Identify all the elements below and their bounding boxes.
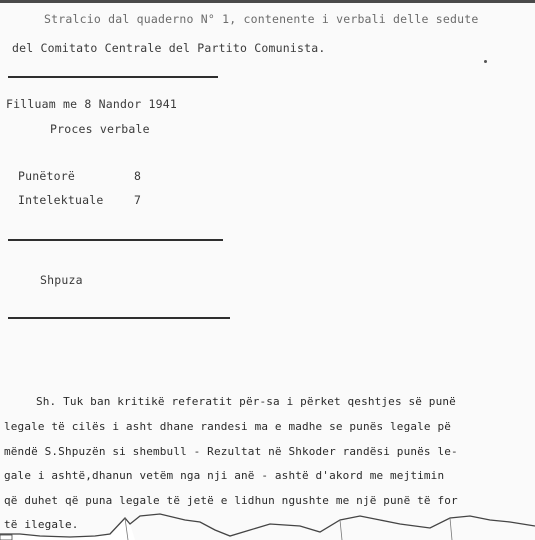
torn-page-edge bbox=[0, 510, 535, 540]
ink-speck bbox=[484, 60, 487, 63]
attendance-label-workers: Punëtorë bbox=[18, 169, 75, 183]
body-line-5: që duhet që puna legale të jetë e lidhun ngushte me një punë të for bbox=[4, 494, 458, 507]
document-header-line-2: del Comitato Centrale del Partito Comunista. bbox=[12, 41, 326, 55]
body-line-3: mëndë S.Shpuzën si shembull - Rezultat në Shkoder randësi punës le- bbox=[4, 445, 458, 458]
document-page bbox=[0, 3, 535, 540]
meeting-subtitle: Proces verbale bbox=[50, 122, 150, 136]
separator-rule-3 bbox=[8, 317, 230, 319]
body-line-6: të ilegale. bbox=[4, 518, 79, 531]
separator-rule-2 bbox=[8, 239, 223, 241]
meeting-date: Filluam me 8 Nandor 1941 bbox=[6, 97, 177, 111]
document-header-line-1: Stralcio dal quaderno N° 1, contenente i verbali delle sedute bbox=[44, 12, 479, 26]
body-line-1: Sh. Tuk ban kritikë referatit për-sa i përket qeshtjes së punë bbox=[36, 395, 456, 408]
body-line-2: legale të cilës i asht dhane randesi ma e madhe se punës legale pë bbox=[4, 420, 451, 433]
speaker-name: Shpuza bbox=[40, 273, 83, 287]
body-line-4: gale i ashtë,dhanun vetëm nga nji anë - ashtë d'akord me mejtimin bbox=[4, 469, 445, 482]
attendance-value-workers: 8 bbox=[134, 169, 142, 183]
attendance-value-intellectuals: 7 bbox=[134, 193, 142, 207]
separator-rule-1 bbox=[8, 76, 218, 78]
attendance-label-intellectuals: Intelektuale bbox=[18, 193, 104, 207]
